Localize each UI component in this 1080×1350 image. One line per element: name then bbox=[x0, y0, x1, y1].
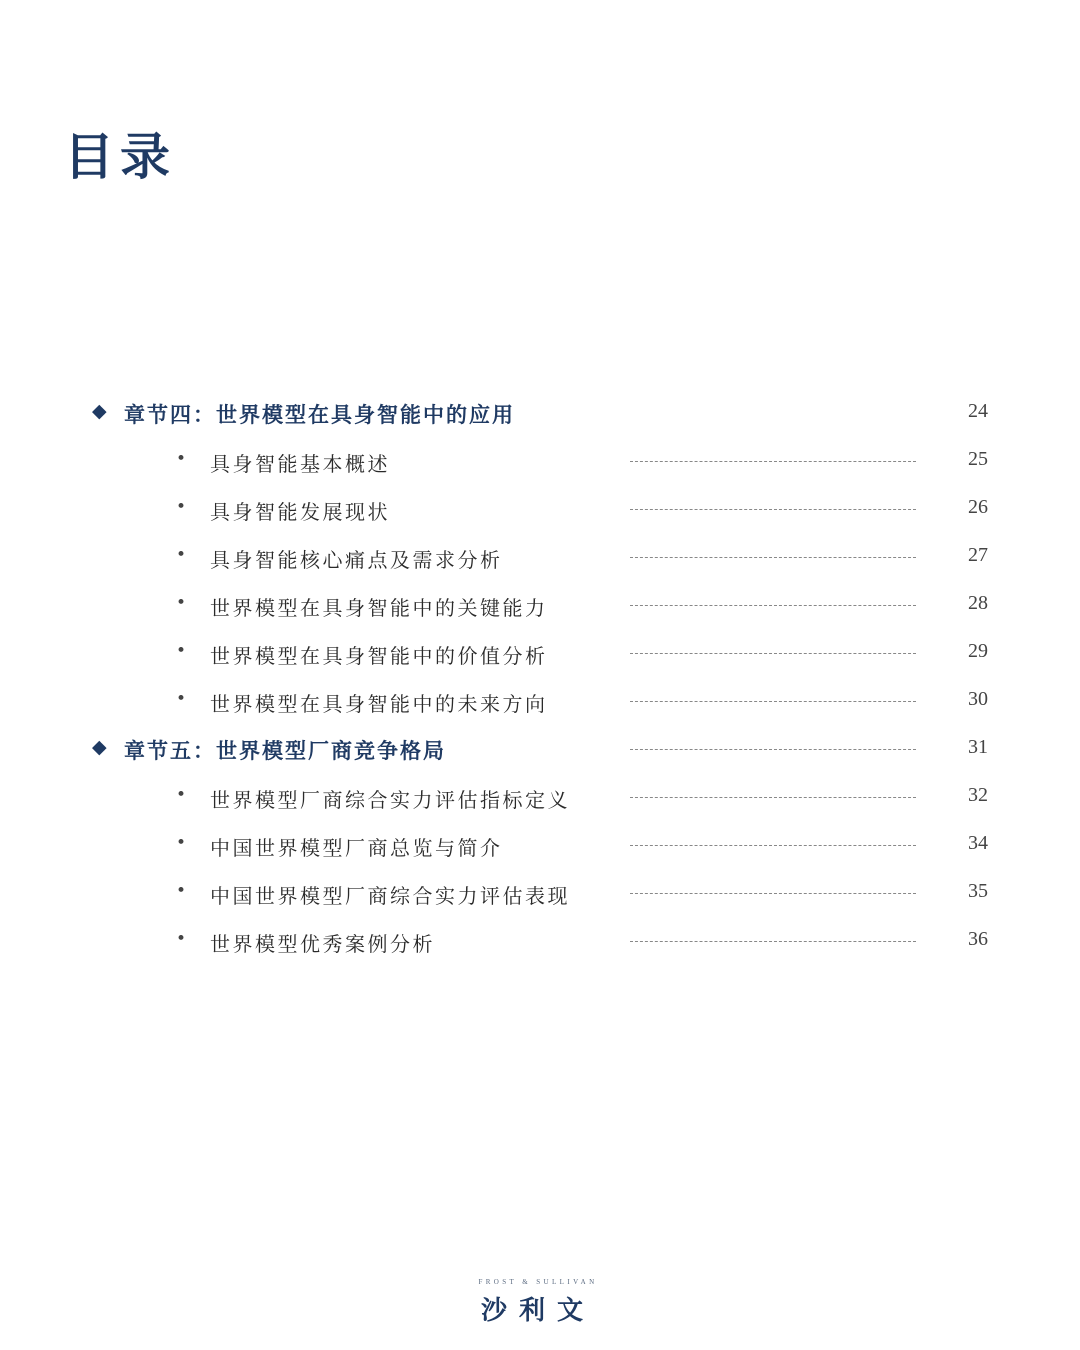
toc-section-row[interactable] bbox=[0, 536, 1080, 584]
toc-entry-label: 具身智能发展现状 bbox=[210, 500, 390, 524]
toc-page-number: 24 bbox=[968, 400, 988, 422]
toc-entry-label: 世界模型在具身智能中的价值分析 bbox=[210, 644, 548, 668]
dot-bullet-icon: • bbox=[176, 833, 187, 853]
dotted-leader bbox=[630, 653, 916, 654]
toc-entry-label: 世界模型在具身智能中的未来方向 bbox=[210, 692, 548, 716]
toc-page-number: 35 bbox=[968, 880, 988, 902]
dot-bullet-icon: • bbox=[176, 545, 187, 565]
toc-entry-label: 世界模型优秀案例分析 bbox=[210, 932, 435, 956]
toc-chapter-row[interactable] bbox=[0, 728, 1080, 776]
dotted-leader bbox=[630, 701, 916, 702]
toc-section-row[interactable] bbox=[0, 920, 1080, 968]
toc-section-row[interactable] bbox=[0, 872, 1080, 920]
toc-entry-label: 具身智能核心痛点及需求分析 bbox=[210, 548, 503, 572]
dot-bullet-icon: • bbox=[176, 449, 187, 469]
diamond-bullet-icon: ◆ bbox=[92, 736, 107, 758]
brand-name-en: FROST & SULLIVAN bbox=[478, 1278, 598, 1286]
diamond-bullet-icon: ◆ bbox=[92, 400, 107, 422]
toc-section-row[interactable] bbox=[0, 824, 1080, 872]
dotted-leader bbox=[630, 605, 916, 606]
toc-page-number: 34 bbox=[968, 832, 988, 854]
dot-bullet-icon: • bbox=[176, 785, 187, 805]
dot-bullet-icon: • bbox=[176, 497, 187, 517]
dot-bullet-icon: • bbox=[176, 881, 187, 901]
dotted-leader bbox=[630, 893, 916, 894]
dot-bullet-icon: • bbox=[176, 641, 187, 661]
toc-chapter-row[interactable] bbox=[0, 392, 1080, 440]
toc-page-number: 32 bbox=[968, 784, 988, 806]
toc-page-number: 28 bbox=[968, 592, 988, 614]
toc-page-number: 26 bbox=[968, 496, 988, 518]
toc-entry-label: 章节五：世界模型厂商竞争格局 bbox=[124, 738, 446, 763]
toc-section-row[interactable] bbox=[0, 584, 1080, 632]
toc-section-row[interactable] bbox=[0, 632, 1080, 680]
toc-page-number: 27 bbox=[968, 544, 988, 566]
toc-page-number: 36 bbox=[968, 928, 988, 950]
page-title: 目录 bbox=[64, 127, 176, 186]
toc-entry-label: 中国世界模型厂商总览与简介 bbox=[210, 836, 503, 860]
dotted-leader bbox=[630, 845, 916, 846]
dotted-leader bbox=[630, 941, 916, 942]
toc-entry-label: 世界模型在具身智能中的关键能力 bbox=[210, 596, 548, 620]
toc-section-row[interactable] bbox=[0, 776, 1080, 824]
toc-page-number: 31 bbox=[968, 736, 988, 758]
brand-logo bbox=[458, 1278, 618, 1327]
toc-section-row[interactable] bbox=[0, 488, 1080, 536]
dot-bullet-icon: • bbox=[176, 689, 187, 709]
table-of-contents bbox=[0, 392, 1080, 968]
toc-entry-label: 世界模型厂商综合实力评估指标定义 bbox=[210, 788, 570, 812]
toc-entry-label: 章节四：世界模型在具身智能中的应用 bbox=[124, 402, 515, 427]
dot-bullet-icon: • bbox=[176, 929, 187, 949]
brand-name-cn: 沙利文 bbox=[480, 1296, 595, 1326]
toc-page-number: 25 bbox=[968, 448, 988, 470]
toc-section-row[interactable] bbox=[0, 680, 1080, 728]
dotted-leader bbox=[630, 509, 916, 510]
toc-section-row[interactable] bbox=[0, 440, 1080, 488]
toc-page-number: 30 bbox=[968, 688, 988, 710]
toc-entry-label: 中国世界模型厂商综合实力评估表现 bbox=[210, 884, 570, 908]
toc-page-number: 29 bbox=[968, 640, 988, 662]
dotted-leader bbox=[630, 461, 916, 462]
dotted-leader bbox=[630, 797, 916, 798]
toc-entry-label: 具身智能基本概述 bbox=[210, 452, 390, 476]
dot-bullet-icon: • bbox=[176, 593, 187, 613]
dotted-leader bbox=[630, 749, 916, 750]
dotted-leader bbox=[630, 557, 916, 558]
